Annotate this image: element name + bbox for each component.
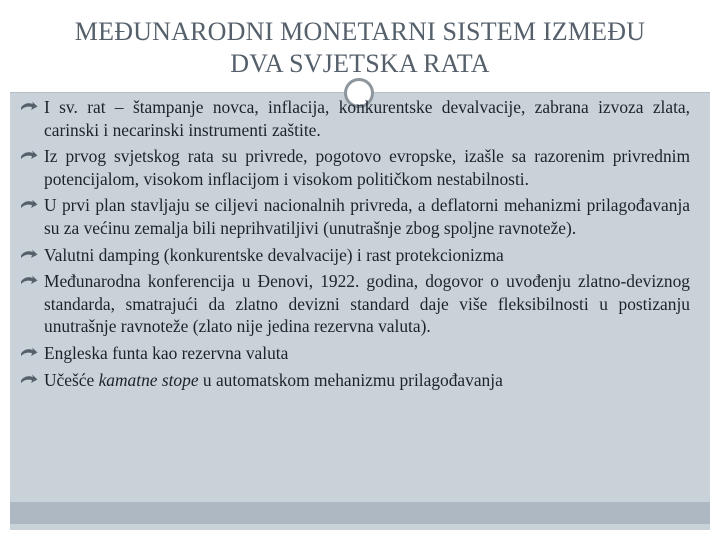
arrow-bullet-icon [20, 199, 38, 212]
arrow-bullet-icon [20, 374, 38, 387]
bullet-item [18, 96, 690, 141]
arrow-bullet-icon [20, 275, 38, 288]
bullet-text [44, 370, 503, 390]
bullet-text-emphasis: kamatne stope [98, 369, 199, 390]
bullet-item [18, 194, 690, 239]
arrow-bullet-icon [20, 101, 38, 114]
bullet-text: Iz prvog svjetskog rata su privrede, pogotovo evropske, izašle sa razorenim privrednim potencijalom, visokom inflacijom i visokom političkom nestabilnosti. [44, 146, 690, 189]
arrow-bullet-icon [20, 150, 38, 163]
bullet-item [18, 369, 690, 392]
slide-title [10, 16, 710, 80]
slide-title-line-2: DVA SVJETSKA RATA [230, 49, 490, 78]
bullet-text: Međunarodna konferencija u Đenovi, 1922. godina, dogovor o uvođenju zlatno-deviznog standarda, smatrajući da zlatno devizni standard daje više fleksibilnosti u postizanju unutrašnje ravnoteže (zlato nije jedina rezervna valuta). [44, 271, 690, 337]
bullet-item [18, 342, 690, 365]
bullet-text: Engleska funta kao rezervna valuta [44, 342, 289, 363]
slide-title-line-1: MEĐUNARODNI MONETARNI SISTEM IZMEĐU [74, 17, 646, 46]
bullet-text: U prvi plan stavljaju se ciljevi nacionalnih privreda, a deflatorni mehanizmi prilagođavanja su za većinu zemalja bili neprihvatiljivi (unutrašnje zbog spoljne ravnoteže). [44, 195, 690, 238]
bullet-text: I sv. rat – štampanje novca, inflacija, konkurentske devalvacije, zabrana izvoza zlata, carinski i necarinski instrumenti zaštite. [44, 97, 690, 140]
bullet-text-after: u automatskom mehanizmu prilagođavanja [198, 369, 503, 390]
bottom-bar [10, 502, 710, 524]
arrow-bullet-icon [20, 347, 38, 360]
bullet-text-before: Učešće [44, 369, 99, 390]
bullet-item [18, 145, 690, 190]
arrow-bullet-icon [20, 249, 38, 262]
bullet-list [18, 96, 690, 395]
bullet-text: Valutni damping (konkurentske devalvacije) i rast protekcionizma [44, 244, 504, 265]
bullet-item [18, 270, 690, 338]
bullet-item [18, 244, 690, 267]
